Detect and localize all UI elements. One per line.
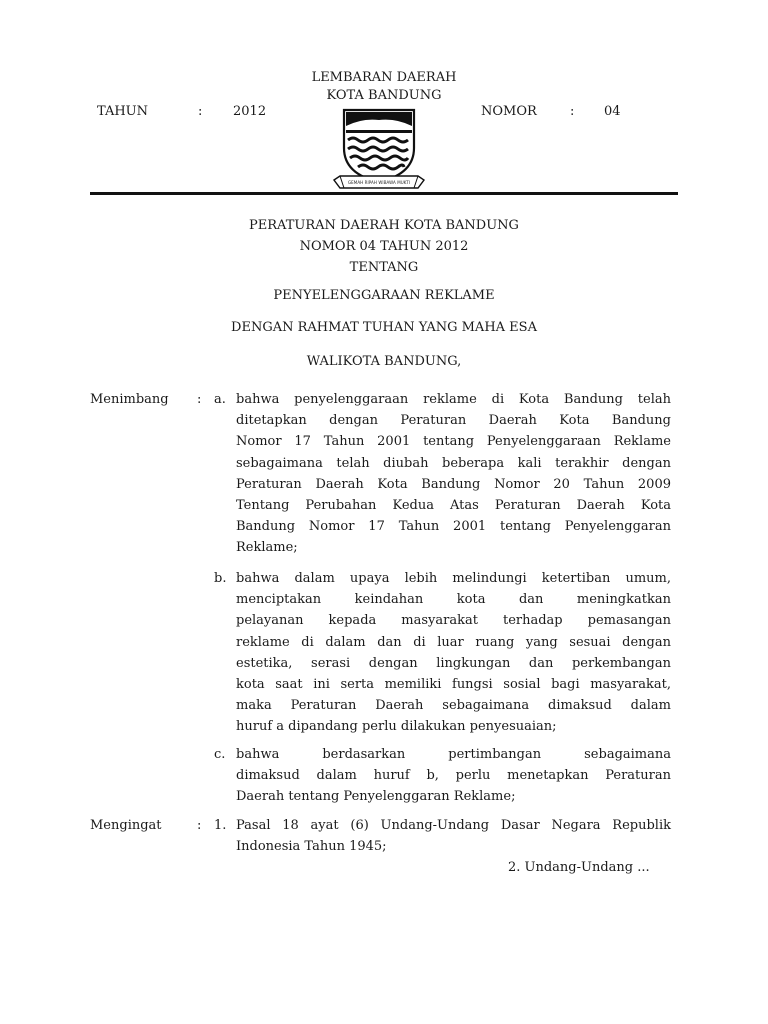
- nomor-value: 04: [604, 104, 621, 119]
- text-line: Pasal 18 ayat (6) Undang-Undang Dasar Negara Republik: [236, 818, 671, 833]
- text-line: kota saat ini serta memiliki fungsi sosial bagi masyarakat,: [236, 677, 671, 693]
- menimbang-label: Menimbang: [90, 392, 169, 407]
- text-line: maka Peraturan Daerah sebagaimana dimaksud dalam: [236, 698, 671, 714]
- regulation-subject: PENYELENGGARAAN REKLAME: [273, 288, 495, 303]
- seal-motto: GEMAH RIPAH WIBAWA MUKTI: [347, 180, 411, 185]
- item-marker: a.: [214, 392, 226, 407]
- text-line: Indonesia Tahun 1945;: [236, 839, 387, 855]
- text-line: Reklame;: [236, 540, 298, 556]
- text-line: Bandung Nomor 17 Tahun 2001 tentang Penyelenggaran: [236, 519, 671, 535]
- text-line: pelayanan kepada masyarakat terhadap pemasangan: [236, 613, 671, 629]
- bandung-seal-icon: [330, 104, 428, 190]
- gazette-title: LEMBARAN DAERAH: [311, 70, 457, 85]
- invocation: DENGAN RAHMAT TUHAN YANG MAHA ESA: [231, 320, 537, 335]
- item-marker: b.: [214, 571, 227, 586]
- text-line: sebagaimana telah diubah beberapa kali terakhir dengan: [236, 455, 671, 471]
- menimbang-item-a: [236, 389, 671, 559]
- text-line: bahwa penyelenggaraan reklame di Kota Bandung telah: [236, 392, 671, 407]
- tahun-colon: :: [198, 104, 203, 119]
- gazette-city: KOTA BANDUNG: [326, 88, 442, 103]
- text-line: estetika, serasi dengan lingkungan dan perkembangan: [236, 655, 671, 671]
- menimbang-item-c: [236, 744, 671, 808]
- page-continuation: 2. Undang-Undang ...: [508, 860, 650, 875]
- text-line: huruf a dipandang perlu dilakukan penyesuaian;: [236, 719, 557, 735]
- regulation-title: PERATURAN DAERAH KOTA BANDUNG: [249, 218, 519, 233]
- issuer: WALIKOTA BANDUNG,: [306, 354, 462, 369]
- text-line: Tentang Perubahan Kedua Atas Peraturan Daerah Kota: [236, 498, 671, 514]
- mengingat-colon: :: [197, 818, 202, 833]
- text-line: Daerah tentang Penyelenggaran Reklame;: [236, 789, 516, 805]
- menimbang-item-b: [236, 568, 671, 738]
- text-line: reklame di dalam dan di luar ruang yang sesuai dengan: [236, 634, 671, 650]
- text-line: Nomor 17 Tahun 2001 tentang Penyelenggaraan Reklame: [236, 434, 671, 450]
- text-line: Peraturan Daerah Kota Bandung Nomor 20 Tahun 2009: [236, 476, 671, 492]
- tahun-value: 2012: [233, 104, 267, 119]
- tahun-label: TAHUN: [97, 104, 149, 119]
- text-line: bahwa berdasarkan pertimbangan sebagaimana: [236, 747, 671, 762]
- mengingat-item-1: [236, 815, 671, 857]
- mengingat-label: Mengingat: [90, 818, 162, 833]
- text-line: dimaksud dalam huruf b, perlu menetapkan Peraturan: [236, 768, 671, 784]
- regulation-tentang: TENTANG: [349, 260, 419, 275]
- regulation-number: NOMOR 04 TAHUN 2012: [299, 239, 469, 254]
- header-rule: [90, 192, 678, 195]
- menimbang-colon: :: [197, 392, 202, 407]
- text-line: ditetapkan dengan Peraturan Daerah Kota Bandung: [236, 413, 671, 429]
- nomor-label: NOMOR: [481, 104, 537, 119]
- text-line: bahwa dalam upaya lebih melindungi ketertiban umum,: [236, 571, 671, 586]
- item-marker: c.: [214, 747, 226, 762]
- text-line: menciptakan keindahan kota dan meningkatkan: [236, 592, 671, 608]
- item-marker: 1.: [214, 818, 227, 833]
- nomor-colon: :: [570, 104, 575, 119]
